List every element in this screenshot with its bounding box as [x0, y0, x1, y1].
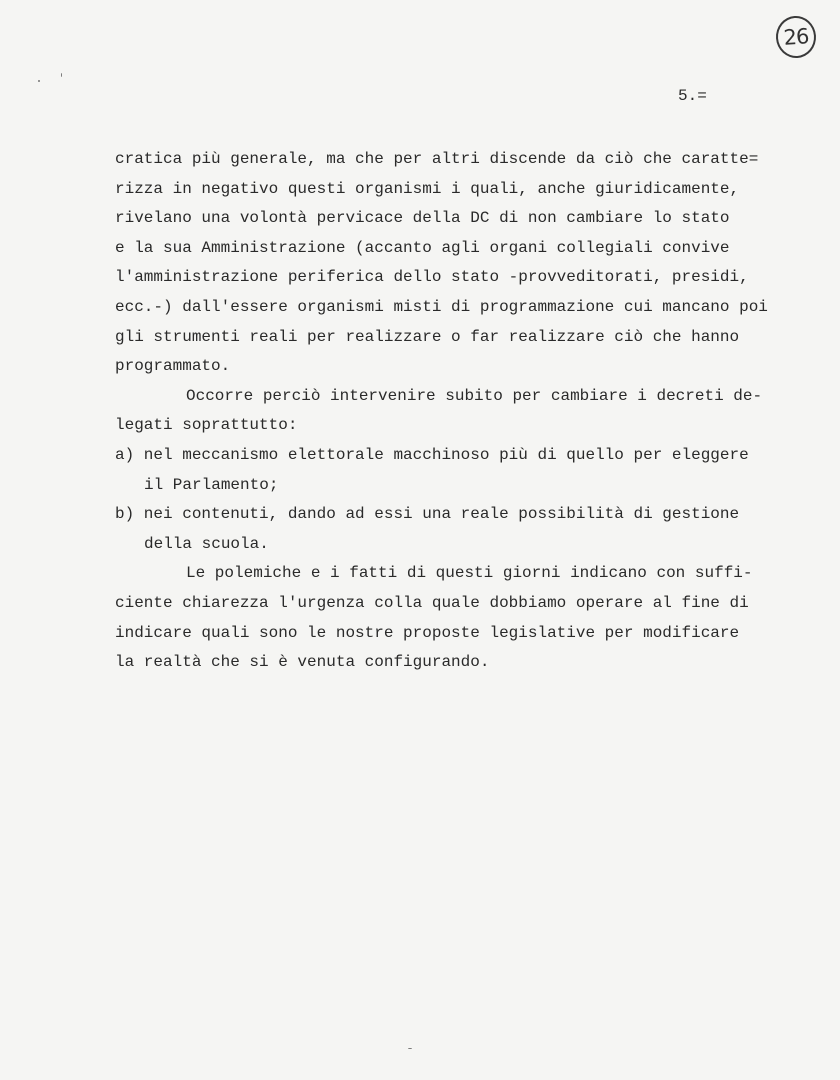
page-number: 5.= [678, 87, 707, 105]
text-line: e la sua Amministrazione (accanto agli organi collegiali convive [115, 238, 730, 257]
paper-speck [408, 1048, 412, 1049]
text-line: legati soprattutto: [115, 416, 298, 435]
text-line: gli strumenti reali per realizzare o far realizzare ciò che hanno [115, 327, 740, 346]
text-line: programmato. [115, 357, 231, 376]
list-item-continuation: della scuola. [144, 534, 269, 553]
text-line: indicare quali sono le nostre proposte legislative per modificare [115, 623, 740, 642]
list-item-continuation: il Parlamento; [144, 475, 279, 494]
text-line: la realtà che si è venuta configurando. [115, 653, 490, 672]
body-text [115, 145, 815, 678]
paragraph-start-line: Le polemiche e i fatti di questi giorni indicano con suffi- [186, 564, 753, 583]
list-item-b: b) nei contenuti, dando ad essi una reale possibilità di gestione [115, 505, 740, 524]
archive-number-stamp: 26 [775, 15, 818, 60]
text-line: l'amministrazione periferica dello stato -provveditorati, presidi, [115, 268, 749, 287]
text-line: rivelano una volontà pervicace della DC di non cambiare lo stato [115, 209, 730, 228]
paragraph-start-line: Occorre perciò intervenire subito per cambiare i decreti de- [186, 386, 763, 405]
list-item-a: a) nel meccanismo elettorale macchinoso più di quello per eleggere [115, 445, 749, 464]
text-line: ecc.-) dall'essere organismi misti di programmazione cui mancano poi [115, 297, 768, 316]
text-line: cratica più generale, ma che per altri discende da ciò che caratte= [115, 150, 759, 168]
text-line: ciente chiarezza l'urgenza colla quale dobbiamo operare al fine di [115, 593, 749, 612]
paper-speck [61, 73, 62, 77]
text-line: rizza in negativo questi organismi i quali, anche giuridicamente, [115, 179, 740, 198]
paper-speck [38, 80, 40, 82]
